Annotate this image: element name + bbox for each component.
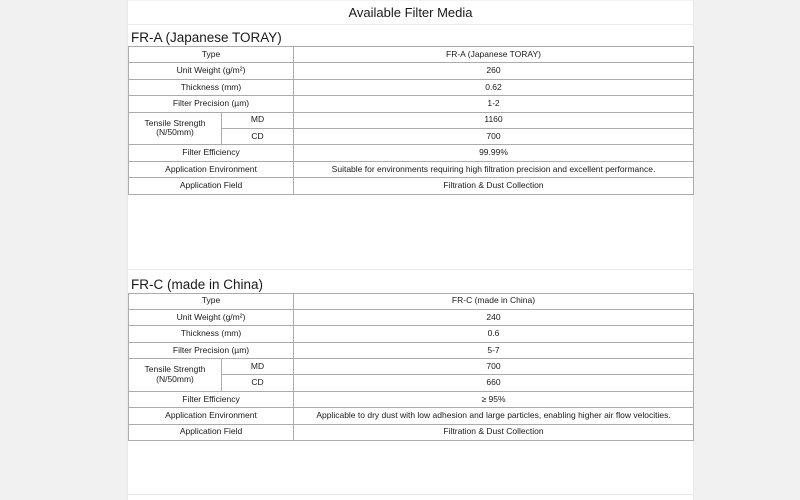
spec-label-cell: Filter Precision (µm) — [129, 342, 294, 358]
table-row-unit-weight — [129, 309, 694, 325]
spec-table-fr-c — [128, 293, 694, 442]
table-row-filter-precision — [129, 96, 694, 112]
spec-label-cell: Thickness (mm) — [129, 79, 294, 95]
spec-value-cell: Filtration & Dust Collection — [294, 178, 694, 194]
spec-value-cell: 660 — [294, 375, 694, 391]
spec-sublabel-cell: MD — [222, 359, 294, 375]
table-row-filter-efficiency — [129, 145, 694, 161]
table-row-application-environment — [129, 161, 694, 177]
table-row-tensile-md — [129, 112, 694, 128]
spec-value-cell: 99.99% — [294, 145, 694, 161]
spec-label-cell: Type — [129, 47, 294, 63]
spec-value-cell: 5-7 — [294, 342, 694, 358]
spec-value-cell: 700 — [294, 359, 694, 375]
page-title: Available Filter Media — [128, 0, 693, 25]
section-heading-fr-a: FR-A (Japanese TORAY) — [131, 30, 282, 45]
spec-value-cell: 0.6 — [294, 326, 694, 342]
spec-label-cell: Filter Efficiency — [129, 145, 294, 161]
spec-label-cell: Thickness (mm) — [129, 326, 294, 342]
spec-value-cell: 260 — [294, 63, 694, 79]
spec-label-cell: Filter Efficiency — [129, 391, 294, 407]
section-heading-fr-c: FR-C (made in China) — [131, 276, 264, 292]
spec-label-cell: Application Environment — [129, 408, 294, 424]
spec-label-cell: Unit Weight (g/m²) — [129, 63, 294, 79]
table-row-application-environment — [129, 408, 694, 424]
spec-table-fr-a — [128, 46, 694, 195]
table-row-thickness — [129, 79, 694, 95]
table-row-filter-precision — [129, 342, 694, 358]
spec-value-cell: Suitable for environments requiring high filtration precision and excellent performance. — [294, 161, 694, 177]
document-page — [127, 0, 694, 500]
spec-sublabel-cell: MD — [222, 112, 294, 128]
spec-label-cell: Application Field — [129, 178, 294, 194]
spec-value-cell: 1160 — [294, 112, 694, 128]
spec-value-cell: FR-C (made in China) — [294, 293, 694, 309]
spec-value-cell: Applicable to dry dust with low adhesion and large particles, enabling higher air flow velocities. — [294, 408, 694, 424]
spec-value-cell: 700 — [294, 128, 694, 144]
bottom-divider — [128, 494, 693, 495]
table-row-unit-weight — [129, 63, 694, 79]
table-row-tensile-md — [129, 359, 694, 375]
spec-label-cell: Tensile Strength (N/50mm) — [129, 112, 222, 145]
spec-label-cell: Filter Precision (µm) — [129, 96, 294, 112]
table-row-type — [129, 47, 694, 63]
table-row-application-field — [129, 178, 694, 194]
table-row-filter-efficiency — [129, 391, 694, 407]
spacer — [128, 195, 693, 269]
table-row-thickness — [129, 326, 694, 342]
spec-value-cell: 240 — [294, 309, 694, 325]
spec-sublabel-cell: CD — [222, 375, 294, 391]
spec-value-cell: 0.62 — [294, 79, 694, 95]
spec-label-cell: Tensile Strength (N/50mm) — [129, 359, 222, 392]
spec-label-cell: Application Environment — [129, 161, 294, 177]
spacer — [128, 441, 693, 494]
spec-value-cell: 1-2 — [294, 96, 694, 112]
table-row-application-field — [129, 424, 694, 440]
spec-value-cell: ≥ 95% — [294, 391, 694, 407]
spec-label-cell: Unit Weight (g/m²) — [129, 309, 294, 325]
spec-value-cell: Filtration & Dust Collection — [294, 424, 694, 440]
table-row-type — [129, 293, 694, 309]
spec-value-cell: FR-A (Japanese TORAY) — [294, 47, 694, 63]
spec-sublabel-cell: CD — [222, 128, 294, 144]
spec-label-cell: Application Field — [129, 424, 294, 440]
spec-label-cell: Type — [129, 293, 294, 309]
